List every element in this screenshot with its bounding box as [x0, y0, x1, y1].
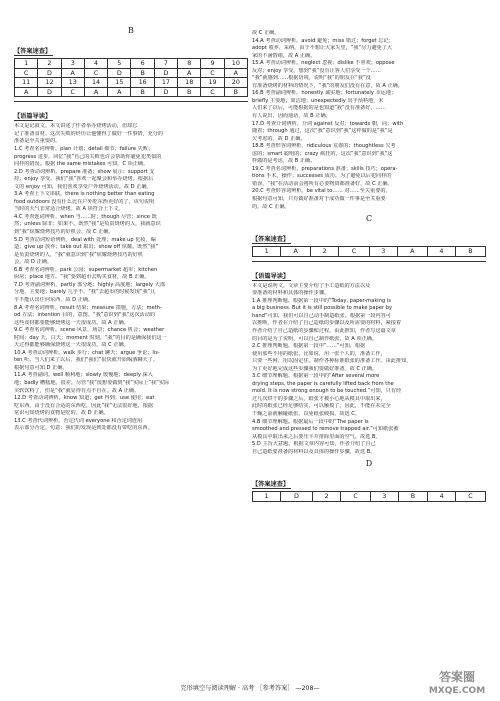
- question-number-cell: 1: [15, 59, 38, 69]
- question-number-cell: 5: [108, 59, 131, 69]
- text-line: 10.A 考查动词辨析。walk 步行；chat 聊天；argue 争论；lis-: [14, 349, 160, 356]
- text-line: 从模具中取出来之后要压平并排除里面的空气。故选 B。: [252, 433, 381, 440]
- answer-cell: A: [281, 247, 311, 257]
- answer-row: [15, 68, 248, 78]
- text-line: 准备是至关重要的。: [14, 138, 61, 145]
- answer-cell: A: [15, 87, 38, 97]
- text-line: 时间；day 天，白天；moment 时刻。“我”的目的是确保我们这一: [14, 334, 167, 341]
- answer-cell: B: [398, 492, 428, 502]
- text-line: 11.A 考查副词。well 顺利地；slowly 缓慢地；deeply 深入: [14, 372, 153, 379]
- question-number-cell: 1: [253, 247, 281, 257]
- answer-cell: A: [178, 68, 201, 78]
- question-number-cell: 4: [427, 247, 455, 257]
- answer-row: [15, 59, 248, 69]
- text-line: 同样的错误。根据 the same mistakes 可知，C 项正确。: [14, 161, 149, 168]
- text-line: 1.C 考查名词辨析。plan 计划；detail 细节；failure 失败；: [14, 146, 154, 153]
- text-line: 有人说出，因而通话，故 B 正确。: [252, 113, 331, 120]
- text-line: 只要一些网，用以固定住，制作各种标准纸张的准备工作。由此推知，: [252, 358, 412, 365]
- question-number-cell: 4: [84, 59, 107, 69]
- text-line: 欠考虑的，故 D 正确。: [252, 135, 306, 142]
- text-line: 5.D 考查动词短语辨析。deal with 处理；make up 化妆，编: [14, 236, 156, 243]
- answer-table-d: [252, 491, 486, 502]
- text-line: 4.C 考查连词辨析。when 当……时；though 尽管；since 既: [14, 213, 157, 220]
- question-number-cell: 1: [253, 492, 281, 502]
- text-line: 20.C 考查形容词辨析。be vital to…… 对……至关重要的。: [252, 188, 391, 195]
- guide-section: [252, 261, 486, 457]
- text-line: “我”就感到……根据语境，说明“我”的朋友在“我”没: [252, 75, 371, 82]
- question-number-cell: 8: [178, 59, 201, 69]
- text-line: 为了更好地完成这些步骤我们要做好准备。故 C 正确。: [252, 365, 378, 372]
- answer-cell: C: [201, 68, 224, 78]
- explanation-text-continued: [252, 30, 486, 211]
- question-number-cell: 15: [108, 78, 131, 88]
- answer-heading: 【答案速查】: [14, 48, 52, 55]
- question-number-cell: 7: [154, 59, 177, 69]
- answer-cell: C: [456, 492, 486, 502]
- explanation-text-c: [252, 283, 486, 457]
- answer-cell: A: [84, 87, 107, 97]
- text-line: 18.B 考查形容词辨析。ridiculous 荒谬的；thoughtless 欠考: [252, 143, 396, 150]
- text-line: 使用那些不用的纸张，比如说，用一张个人的，准备工作，: [252, 350, 386, 357]
- text-line: a big business. But it is still possible to make paper by: [252, 305, 393, 312]
- text-line: od 方法；intention 目的，意图。“我”意识到“我”这次活动的: [14, 312, 155, 319]
- text-line: ten 听。当人们来了以后，我们“我们”很快就开始喝酒聊天了。: [14, 357, 158, 364]
- question-number-cell: 2: [38, 59, 61, 69]
- text-line: 人们来了以后，可能根据的是也知道“我”没有准备好，……: [252, 105, 386, 112]
- guide-heading: 【语篇导读】: [252, 272, 290, 280]
- text-line: tions 手术，操作；successes 成功。为了避免以后犯同样的: [252, 173, 392, 180]
- text-line: hand”可知，我们可以自己动手制造纸张。根据第一段内容可: [252, 312, 391, 319]
- text-line: 9.C 考查名词辨析。scene 风景，场景；chance 机会；weather: [14, 327, 165, 334]
- text-line: 干燥之前就触碰纸张，以免纸张破损。故选 C。: [252, 411, 361, 418]
- text-line: mold. It is now strong enough to be touched.”可知，只有经: [252, 388, 402, 395]
- text-line: 吃东西。由于没有合适的东西吃，因此“我”无法很好地，根据: [14, 402, 153, 409]
- text-line: 样做的是考虑，故 B 正确。: [252, 158, 316, 165]
- text-line: 持；enjoy 享受。我们“我”喜欢一起聚会和举办烧烤。根据后: [14, 176, 154, 183]
- answer-cell: A: [108, 87, 131, 97]
- text-line: briefly 主要地；简洁地；unexpectedly 出乎预料地，未: [252, 97, 384, 104]
- text-line: 2.C 推理判断题。根据第一段中“……”可知，根据: [252, 343, 366, 350]
- text-line: 自己造纸要准备的材料以及具体的操作步骤，故选 B。: [252, 448, 376, 455]
- answer-cell: C: [341, 492, 371, 502]
- text-line: 分地，主要地；barely 几乎不。“我”去超市的时候发现“我”几: [14, 289, 156, 296]
- text-line: 16.B 考查副词辨析。honestly 诚实地；fortunately 幸运地；: [252, 90, 397, 97]
- text-line: 3.A 考查上下文串联。there is nothing better than eating: [14, 191, 155, 198]
- text-line: 17.D 考查介词辨析。介词 against 反对；towards 朝，向；with: [252, 120, 404, 127]
- text-line: 7.D 考查副词辨析。partly 部分地；highly 高度地；largely 大部: [14, 281, 165, 288]
- text-line: 19.C 考查名词辨析。preparations 准备；skills 技巧；opera-: [252, 165, 398, 172]
- question-number-cell: 19: [201, 78, 224, 88]
- answer-cell: B: [131, 68, 154, 78]
- question-number-cell: 10: [224, 59, 247, 69]
- text-line: 2.D 考查动词辨析。prepare 准备；show 展示；support 支: [14, 168, 155, 175]
- text-line: 根据句意可知 D 正确。: [14, 364, 68, 371]
- answer-cell: B: [131, 87, 154, 97]
- question-number-cell: 4: [428, 492, 456, 502]
- guide-heading: 【语篇导读】: [14, 113, 52, 121]
- text-line: 家的不满情绪，故 A 正确。: [252, 52, 316, 59]
- text-line: 13.C 考查代词辨析。否定代词 everyone 和否定词连用: [14, 417, 143, 424]
- text-line: 4.B 细节理解题。根据最后一段中的“The paper is: [252, 418, 369, 425]
- text-line: adopt 收养，采纳。由于不想让大家失望，“我”尽力避免了大: [252, 45, 393, 52]
- text-line: 买软饮料了，但是“我”就显得有点不自在。故 A 正确。: [14, 387, 140, 394]
- answer-cell: A: [61, 68, 84, 78]
- text-line: progress 进步。回忆“我”自己的失败也许会帮助你避免犯类似的: [14, 153, 162, 160]
- text-line: 虑的；smart 聪明的；crazy 疯狂的，这次“我”意识到“我”这: [252, 150, 393, 157]
- answer-cell: A: [224, 68, 247, 78]
- answer-row: [15, 87, 248, 97]
- question-number-cell: 16: [131, 78, 154, 88]
- explanation-text: [14, 123, 248, 432]
- question-number-cell: 2: [311, 247, 339, 257]
- question-number-cell: 3: [369, 247, 397, 257]
- text-line: 14.A 考查动词辨析。avoid 避免；miss 错过；forget 忘记；: [252, 37, 394, 44]
- answer-cell: B: [224, 87, 247, 97]
- text-line: 错误，“我”在活动前会将所有必要物资都准备好，故 C 正确。: [252, 180, 393, 187]
- question-number-cell: 12: [38, 78, 61, 88]
- text-line: 乎不能认出任何东西，故 D 正确。: [14, 296, 94, 303]
- text-line: smoothed and pressed to remove trapped air.”可知纸张被: [252, 426, 399, 433]
- text-line: 这些食材都要能够烧烤这一天很成功。故 A 正确。: [14, 319, 129, 326]
- text-line: 此时的纸张已经足够结实，可以触摸了，因此，不能在未完全: [252, 403, 391, 410]
- answer-cell: D: [38, 68, 61, 78]
- text-line: drying steps, the paper is carefully lifted back from the: [252, 380, 394, 387]
- text-line: 的。故 C 正确。: [252, 203, 290, 210]
- text-line: 到“我”炫耀烧烤技巧的好机会。故 C 正确。: [14, 229, 114, 236]
- text-line: 过几次烘干的步骤之后，纸张才被小心地从模具中取出来，: [252, 395, 386, 402]
- answer-cell: C: [84, 68, 107, 78]
- watermark-line1: 答案圈: [438, 670, 476, 684]
- text-line: 12.D 考查动词辨析。know 知道；get 得到；use 使用；eat: [14, 395, 155, 402]
- text-line: 根据句意可知，只有做好准备对于成功做一件事是至关重要: [252, 196, 386, 203]
- answer-cell: A: [397, 247, 427, 257]
- text-line: 常识可知烧烤的食物是吃的。故 D 正确。: [14, 410, 109, 417]
- question-number-cell: 11: [15, 78, 38, 88]
- guide-section: [14, 101, 248, 432]
- question-number-cell: 14: [84, 78, 107, 88]
- text-line: 以推断，作者在介绍了自己造纸的步骤以及所需要的材料，紧接着: [252, 320, 402, 327]
- left-column: [14, 26, 248, 433]
- answer-cell: D: [38, 87, 61, 97]
- question-number-cell: 6: [131, 59, 154, 69]
- text-line: 的目的是为了说明，可以自己制作纸张，故 A 项正确。: [252, 335, 378, 342]
- question-number-cell: 18: [178, 78, 201, 88]
- answer-heading: 【答案速查】: [252, 481, 290, 489]
- text-line: 随着；through 通过，这次“我”意识到“我”这样做的是“我”是: [252, 128, 393, 135]
- text-line: food outdoors 没有什么比在户外吃东西更好的了，该句说明: [14, 198, 155, 205]
- text-line: 8.A 考查名词辨析。result 结果；measure 措施，方法；meth-: [14, 304, 162, 311]
- text-line: 是负责烧烤的人，“我”就意识到“我”炫耀烧烤技巧的好机: [14, 251, 143, 258]
- question-number-cell: 2: [313, 492, 341, 502]
- text-line: 要准备的材料和具体的操作步骤。: [252, 290, 330, 297]
- text-line: 3.C 细节理解题。根据第一段中的“After several more: [252, 373, 380, 380]
- question-number-cell: 17: [154, 78, 177, 88]
- text-line: 1.A 推理判断题。根据第一段中的“Today, paper-making is: [252, 297, 391, 304]
- text-line: 当时的天气非常适合烧烤。故 A 项符合上下文。: [14, 206, 124, 213]
- text-line: 然；unless 除非；如果不。既然“我”是负责烧烤的人，我就意识: [14, 221, 161, 228]
- section-letter-d: D: [365, 459, 373, 469]
- text-line: 故 C 正确。: [252, 30, 280, 36]
- page-footer: 完形填空与阅读理解 · 高考 ［参考答案］ —208—: [180, 685, 320, 692]
- text-line: 厨房；place 地方。“我”要到超市去购买食材，故 B 正确。: [14, 274, 150, 281]
- text-line: 有准备烧烤的材料的情况下，“我”的朋友们没有在意，故 A 正确。: [252, 82, 403, 89]
- text-line: 反对；enjoy 享受。想到“我”没有让客人们享受一个……: [252, 67, 381, 74]
- text-line: 6.B 考查名词辨析。park 公园；supermarket 超市；kitchen: [14, 266, 158, 273]
- text-line: 本文是记叙文。本文讲述了作者举办烧烤活动，但却忘: [14, 123, 138, 130]
- text-line: 记了准备食材。这次失败的经历让他懂得了做好一件事情，充分的: [14, 130, 164, 137]
- answer-cell: D: [280, 492, 312, 502]
- question-number-cell: 9: [201, 59, 224, 69]
- section-letter-b: B: [128, 26, 134, 35]
- answer-cell: D: [154, 68, 177, 78]
- answer-cell: D: [154, 87, 177, 97]
- answer-cell: B: [455, 247, 485, 257]
- text-line: 表示部分否定。句意：我们的发现是到处都没有带吃的东西。: [14, 425, 153, 432]
- text-line: 文的 enjoy 可知，我们喜欢享受户外烧烤活动。故 D 正确。: [14, 183, 152, 190]
- text-line: 地；badly 糟糕地，很差。尽管“我”很想要做到“我”实际上“我”实际: [14, 379, 170, 386]
- text-line: 5.D 主旨大意题。根据文章内容可知，作者介绍了自己: [252, 441, 376, 448]
- answer-cell: C: [15, 68, 38, 78]
- watermark-line2: MXQE.COM: [428, 686, 486, 696]
- question-number-cell: 3: [370, 492, 398, 502]
- text-line: 会。故 D 正确。: [14, 259, 53, 266]
- answer-row: [15, 78, 248, 88]
- answer-cell: C: [61, 87, 84, 97]
- question-number-cell: 3: [61, 59, 84, 69]
- question-number-cell: 20: [224, 78, 247, 88]
- answer-cell: B: [178, 87, 201, 97]
- question-number-cell: 13: [61, 78, 84, 88]
- answer-heading: 【答案速查】: [252, 236, 290, 244]
- right-column: [252, 30, 486, 506]
- text-line: 造；give up 放弃；take out 取出；show off 炫耀。既然“我”: [14, 244, 159, 251]
- answer-cell: D: [108, 68, 131, 78]
- watermark-logo: [418, 668, 496, 696]
- answer-cell: C: [201, 87, 224, 97]
- answer-cell: C: [339, 247, 369, 257]
- section-letter-c: C: [365, 214, 373, 224]
- text-line: 15.A 考查动词辨析。neglect 忽视；dislike 不喜欢；oppose: [252, 60, 395, 67]
- text-line: 天过得都能够确保烧烤这一天很成功。故 C 正确。: [14, 342, 129, 349]
- answer-table-c: [252, 246, 486, 257]
- text-line: 本文是说明文。文章主要介绍了手工造纸的方法以及: [252, 282, 371, 289]
- answer-table-b: [14, 58, 248, 97]
- text-line: 作者介绍了自己造纸的步骤和过程。由此推知，作者写这篇文章: [252, 328, 396, 334]
